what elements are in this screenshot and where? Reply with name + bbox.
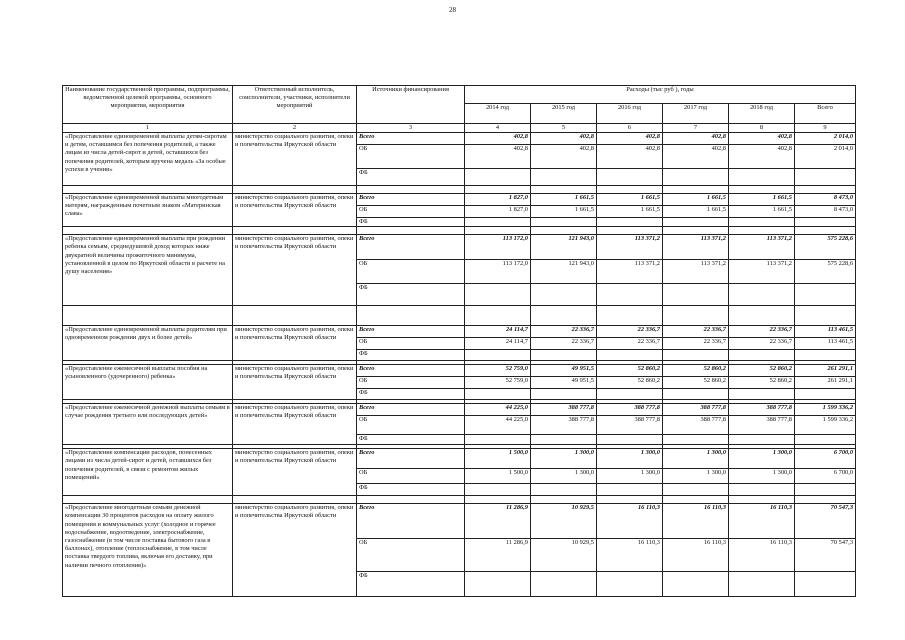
year-ob-value: 10 929,5 — [531, 539, 597, 572]
executor-name: министерство социального развития, опеки и попечительства Иркутской области — [233, 194, 357, 227]
spacer-cell — [663, 496, 729, 504]
year-ob-value: 1 300,0 — [531, 469, 597, 484]
year-ob-value: 121 943,0 — [531, 260, 597, 284]
table-body — [63, 133, 856, 597]
year-ob-value: 388 777,8 — [663, 416, 729, 435]
fb-value — [795, 350, 856, 361]
header-year: 2015 год — [531, 104, 597, 124]
sum-ob-value: 2 014,0 — [795, 145, 856, 169]
year-ob-value: 16 110,3 — [729, 539, 795, 572]
fb-value — [663, 389, 729, 400]
activity-name: «Предоставление единовременной выплаты детям-сиротам и детям, оставшимся без попечения родителей, а также лицам из числа детей-сирот и детей, оставшихся без попечения родителей, которым вручена медаль «За особые успехи в учении» — [63, 133, 233, 186]
year-ob-value: 1 500,0 — [465, 469, 531, 484]
source-ob-label: ОБ — [357, 377, 465, 389]
fb-value — [663, 169, 729, 186]
page-number: 28 — [449, 6, 456, 14]
table-row — [63, 194, 856, 206]
year-total-value: 388 777,8 — [597, 404, 663, 416]
fb-value — [729, 284, 795, 306]
year-ob-value: 388 777,8 — [729, 416, 795, 435]
activity-name: «Предоставление единовременной выплаты при рождении ребенка семьям, среднедушевой доход которых ниже двукратной величины прожиточного минимума, установленной в целом по Иркутской области в расчете на душу населения» — [63, 235, 233, 306]
fb-value — [663, 350, 729, 361]
spacer-cell — [597, 306, 663, 326]
sum-total-value: 261 291,1 — [795, 365, 856, 377]
row-spacer — [63, 496, 856, 504]
year-total-value: 402,8 — [663, 133, 729, 145]
year-total-value: 402,8 — [465, 133, 531, 145]
source-fb-label: ФБ — [357, 169, 465, 186]
fb-value — [795, 435, 856, 445]
fb-value — [465, 169, 531, 186]
fb-value — [531, 350, 597, 361]
year-total-value: 388 777,8 — [729, 404, 795, 416]
year-ob-value: 22 336,7 — [729, 338, 795, 350]
fb-value — [729, 350, 795, 361]
spacer-cell — [531, 186, 597, 194]
column-number: 1 — [63, 124, 233, 133]
activity-name: «Предоставление многодетным семьям денежной компенсации 30 процентов расходов на оплату жилого помещения и коммунальных услуг (холодное и горячее водоснабжение, водоотведение, электроснабжение, газоснабжение (в том числе поставка бытового газа в баллонах), отопление (теплоснабжение, в том числе поставка твердого топлива, включая его доставку, при наличии печного отопления)» — [63, 504, 233, 597]
year-ob-value: 1 300,0 — [597, 469, 663, 484]
fb-value — [663, 218, 729, 227]
spacer-cell — [729, 227, 795, 235]
year-ob-value: 11 286,9 — [465, 539, 531, 572]
source-ob-label: ОБ — [357, 260, 465, 284]
year-total-value: 402,8 — [597, 133, 663, 145]
column-number: 9 — [795, 124, 856, 133]
year-total-value: 10 929,5 — [531, 504, 597, 539]
sum-total-value: 113 461,5 — [795, 326, 856, 338]
sum-ob-value: 8 473,0 — [795, 206, 856, 218]
fb-value — [597, 389, 663, 400]
spacer-cell — [795, 186, 856, 194]
spacer-cell — [357, 186, 465, 194]
header-expenses: Расходы (тыс руб ), годы — [465, 86, 856, 104]
year-total-value: 113 371,2 — [663, 235, 729, 260]
fb-value — [597, 435, 663, 445]
source-ob-label: ОБ — [357, 338, 465, 350]
sum-total-value: 1 599 336,2 — [795, 404, 856, 416]
header-source: Источники финансирования — [357, 86, 465, 124]
spacer-cell — [795, 496, 856, 504]
fb-value — [663, 435, 729, 445]
year-total-value: 113 172,0 — [465, 235, 531, 260]
row-spacer — [63, 227, 856, 235]
year-ob-value: 52 759,0 — [465, 377, 531, 389]
year-ob-value: 22 336,7 — [597, 338, 663, 350]
sum-ob-value: 1 599 336,2 — [795, 416, 856, 435]
fb-value — [531, 169, 597, 186]
activity-name: «Предоставление ежемесячной денежной выплаты семьям в случае рождения третьего или последующих детей» — [63, 404, 233, 445]
sum-total-value: 70 547,3 — [795, 504, 856, 539]
spacer-cell — [531, 306, 597, 326]
column-number: 4 — [465, 124, 531, 133]
source-ob-label: ОБ — [357, 206, 465, 218]
fb-value — [729, 572, 795, 597]
table-row — [63, 365, 856, 377]
spacer-cell — [357, 306, 465, 326]
sum-ob-value: 113 461,5 — [795, 338, 856, 350]
spacer-cell — [465, 306, 531, 326]
year-ob-value: 113 172,0 — [465, 260, 531, 284]
sum-total-value: 6 700,0 — [795, 449, 856, 469]
source-ob-label: ОБ — [357, 416, 465, 435]
source-fb-label: ФБ — [357, 484, 465, 496]
year-total-value: 1 300,0 — [729, 449, 795, 469]
table-row — [63, 235, 856, 260]
year-total-value: 49 951,5 — [531, 365, 597, 377]
column-number: 2 — [233, 124, 357, 133]
year-ob-value: 49 951,5 — [531, 377, 597, 389]
source-total-label: Всего — [357, 194, 465, 206]
source-fb-label: ФБ — [357, 435, 465, 445]
executor-name: министерство социального развития, опеки и попечительства Иркутской области — [233, 365, 357, 400]
spacer-cell — [465, 186, 531, 194]
source-total-label: Всего — [357, 504, 465, 539]
year-total-value: 1 661,5 — [597, 194, 663, 206]
fb-value — [729, 435, 795, 445]
spacer-cell — [233, 227, 357, 235]
year-total-value: 388 777,8 — [663, 404, 729, 416]
year-total-value: 16 110,3 — [729, 504, 795, 539]
year-ob-value: 22 336,7 — [531, 338, 597, 350]
year-ob-value: 402,8 — [663, 145, 729, 169]
executor-name: министерство социального развития, опеки и попечительства Иркутской области — [233, 504, 357, 597]
source-total-label: Всего — [357, 404, 465, 416]
fb-value — [465, 284, 531, 306]
header-year: 2017 год — [663, 104, 729, 124]
year-ob-value: 52 860,2 — [663, 377, 729, 389]
year-ob-value: 113 371,2 — [597, 260, 663, 284]
source-total-label: Всего — [357, 235, 465, 260]
year-ob-value: 1 661,5 — [729, 206, 795, 218]
sum-total-value: 8 473,0 — [795, 194, 856, 206]
source-fb-label: ФБ — [357, 350, 465, 361]
sum-ob-value: 6 700,0 — [795, 469, 856, 484]
year-total-value: 44 225,0 — [465, 404, 531, 416]
fb-value — [597, 218, 663, 227]
fb-value — [531, 218, 597, 227]
fb-value — [663, 284, 729, 306]
year-ob-value: 113 371,2 — [663, 260, 729, 284]
fb-value — [729, 484, 795, 496]
fb-value — [531, 484, 597, 496]
source-fb-label: ФБ — [357, 284, 465, 306]
column-number: 3 — [357, 124, 465, 133]
fb-value — [531, 435, 597, 445]
year-ob-value: 22 336,7 — [663, 338, 729, 350]
activity-name: «Предоставление ежемесячной выплаты пособия на усыновленного (удочеренного) ребенка» — [63, 365, 233, 400]
year-total-value: 52 860,2 — [663, 365, 729, 377]
spacer-cell — [357, 496, 465, 504]
fb-value — [531, 389, 597, 400]
activity-name: «Предоставление компенсации расходов, понесенных лицами из числа детей-сирот и детей, оставшихся без попечения родителей, в связи с ремонтом жилых помещений» — [63, 449, 233, 496]
fb-value — [597, 572, 663, 597]
year-total-value: 16 110,3 — [597, 504, 663, 539]
spacer-cell — [531, 496, 597, 504]
table-row — [63, 449, 856, 469]
activity-name: «Предоставление единовременной выплаты родителям при одновременном рождении двух и более детей» — [63, 326, 233, 361]
spacer-cell — [795, 227, 856, 235]
year-ob-value: 388 777,8 — [597, 416, 663, 435]
column-number: 5 — [531, 124, 597, 133]
spacer-cell — [63, 306, 233, 326]
year-total-value: 402,8 — [531, 133, 597, 145]
year-ob-value: 1 300,0 — [729, 469, 795, 484]
year-total-value: 121 943,0 — [531, 235, 597, 260]
executor-name: министерство социального развития, опеки и попечительства Иркутской области — [233, 326, 357, 361]
fb-value — [729, 169, 795, 186]
year-total-value: 388 777,8 — [531, 404, 597, 416]
sum-ob-value: 575 228,6 — [795, 260, 856, 284]
year-total-value: 22 336,7 — [729, 326, 795, 338]
header-year: 2018 год — [729, 104, 795, 124]
spacer-cell — [597, 227, 663, 235]
spacer-cell — [465, 496, 531, 504]
fb-value — [597, 284, 663, 306]
header-name: Наименование государственной программы, подпрограммы, ведомственной целевой программы, основного мероприятия, мероприятия — [63, 86, 233, 124]
source-fb-label: ФБ — [357, 218, 465, 227]
year-total-value: 52 860,2 — [729, 365, 795, 377]
year-ob-value: 402,8 — [465, 145, 531, 169]
year-total-value: 24 114,7 — [465, 326, 531, 338]
source-fb-label: ФБ — [357, 389, 465, 400]
year-total-value: 1 661,5 — [663, 194, 729, 206]
spacer-cell — [729, 186, 795, 194]
source-ob-label: ОБ — [357, 469, 465, 484]
spacer-cell — [597, 186, 663, 194]
year-ob-value: 402,8 — [729, 145, 795, 169]
year-ob-value: 388 777,8 — [531, 416, 597, 435]
spacer-cell — [63, 186, 233, 194]
fb-value — [795, 218, 856, 227]
year-total-value: 52 759,0 — [465, 365, 531, 377]
fb-value — [465, 389, 531, 400]
fb-value — [663, 484, 729, 496]
activity-name: «Предоставление единовременной выплаты многодетным матерям, награжденным почетным знаком «Материнская слава» — [63, 194, 233, 227]
fb-value — [531, 284, 597, 306]
fb-value — [795, 572, 856, 597]
sum-total-value: 575 228,6 — [795, 235, 856, 260]
year-ob-value: 1 661,5 — [531, 206, 597, 218]
year-ob-value: 16 110,3 — [663, 539, 729, 572]
fb-value — [465, 218, 531, 227]
year-ob-value: 52 860,2 — [729, 377, 795, 389]
spacer-cell — [729, 306, 795, 326]
fb-value — [597, 350, 663, 361]
source-total-label: Всего — [357, 326, 465, 338]
source-ob-label: ОБ — [357, 539, 465, 572]
year-total-value: 1 827,0 — [465, 194, 531, 206]
year-ob-value: 113 371,2 — [729, 260, 795, 284]
source-total-label: Всего — [357, 133, 465, 145]
year-total-value: 113 371,2 — [597, 235, 663, 260]
source-total-label: Всего — [357, 449, 465, 469]
fb-value — [465, 484, 531, 496]
year-ob-value: 16 110,3 — [597, 539, 663, 572]
executor-name: министерство социального развития, опеки и попечительства Иркутской области — [233, 449, 357, 496]
spacer-cell — [597, 496, 663, 504]
year-total-value: 402,8 — [729, 133, 795, 145]
source-fb-label: ФБ — [357, 572, 465, 597]
year-total-value: 1 661,5 — [531, 194, 597, 206]
year-total-value: 52 860,2 — [597, 365, 663, 377]
year-total-value: 1 300,0 — [663, 449, 729, 469]
spacer-cell — [795, 306, 856, 326]
header-total: Всего — [795, 104, 856, 124]
spacer-cell — [663, 186, 729, 194]
year-total-value: 16 110,3 — [663, 504, 729, 539]
year-total-value: 22 336,7 — [531, 326, 597, 338]
year-ob-value: 44 225,0 — [465, 416, 531, 435]
fb-value — [795, 484, 856, 496]
fb-value — [465, 572, 531, 597]
spacer-cell — [357, 227, 465, 235]
executor-name: министерство социального развития, опеки и попечительства Иркутской области — [233, 133, 357, 186]
spacer-cell — [233, 306, 357, 326]
table-row — [63, 404, 856, 416]
spacer-cell — [531, 227, 597, 235]
fb-value — [795, 169, 856, 186]
column-number: 6 — [597, 124, 663, 133]
fb-value — [729, 218, 795, 227]
executor-name: министерство социального развития, опеки и попечительства Иркутской области — [233, 404, 357, 445]
year-total-value: 1 300,0 — [597, 449, 663, 469]
fb-value — [465, 350, 531, 361]
sum-total-value: 2 014,0 — [795, 133, 856, 145]
year-total-value: 22 336,7 — [597, 326, 663, 338]
spacer-cell — [233, 496, 357, 504]
year-total-value: 1 661,5 — [729, 194, 795, 206]
table-row — [63, 133, 856, 145]
fb-value — [465, 435, 531, 445]
fb-value — [729, 389, 795, 400]
header-year: 2016 год — [597, 104, 663, 124]
year-ob-value: 1 827,0 — [465, 206, 531, 218]
year-ob-value: 52 860,2 — [597, 377, 663, 389]
source-total-label: Всего — [357, 365, 465, 377]
row-spacer — [63, 306, 856, 326]
sum-ob-value: 70 547,3 — [795, 539, 856, 572]
year-ob-value: 1 661,5 — [597, 206, 663, 218]
spacer-cell — [233, 186, 357, 194]
fb-value — [795, 389, 856, 400]
year-ob-value: 402,8 — [531, 145, 597, 169]
column-number: 7 — [663, 124, 729, 133]
table-row — [63, 326, 856, 338]
sum-ob-value: 261 291,1 — [795, 377, 856, 389]
spacer-cell — [663, 227, 729, 235]
year-total-value: 22 336,7 — [663, 326, 729, 338]
executor-name: министерство социального развития, опеки и попечительства Иркутской области — [233, 235, 357, 306]
budget-table — [62, 85, 856, 597]
year-total-value: 113 371,2 — [729, 235, 795, 260]
year-total-value: 1 500,0 — [465, 449, 531, 469]
spacer-cell — [63, 496, 233, 504]
fb-value — [795, 284, 856, 306]
spacer-cell — [63, 227, 233, 235]
row-spacer — [63, 186, 856, 194]
fb-value — [597, 169, 663, 186]
source-ob-label: ОБ — [357, 145, 465, 169]
spacer-cell — [663, 306, 729, 326]
year-ob-value: 24 114,7 — [465, 338, 531, 350]
fb-value — [531, 572, 597, 597]
year-ob-value: 1 661,5 — [663, 206, 729, 218]
fb-value — [663, 572, 729, 597]
year-ob-value: 402,8 — [597, 145, 663, 169]
table-row — [63, 504, 856, 539]
column-number: 8 — [729, 124, 795, 133]
spacer-cell — [729, 496, 795, 504]
year-total-value: 11 286,9 — [465, 504, 531, 539]
year-ob-value: 1 300,0 — [663, 469, 729, 484]
fb-value — [597, 484, 663, 496]
spacer-cell — [465, 227, 531, 235]
header-year: 2014 год — [465, 104, 531, 124]
header-executor: Ответственный исполнитель, соисполнители, участники, исполнители мероприятий — [233, 86, 357, 124]
year-total-value: 1 300,0 — [531, 449, 597, 469]
